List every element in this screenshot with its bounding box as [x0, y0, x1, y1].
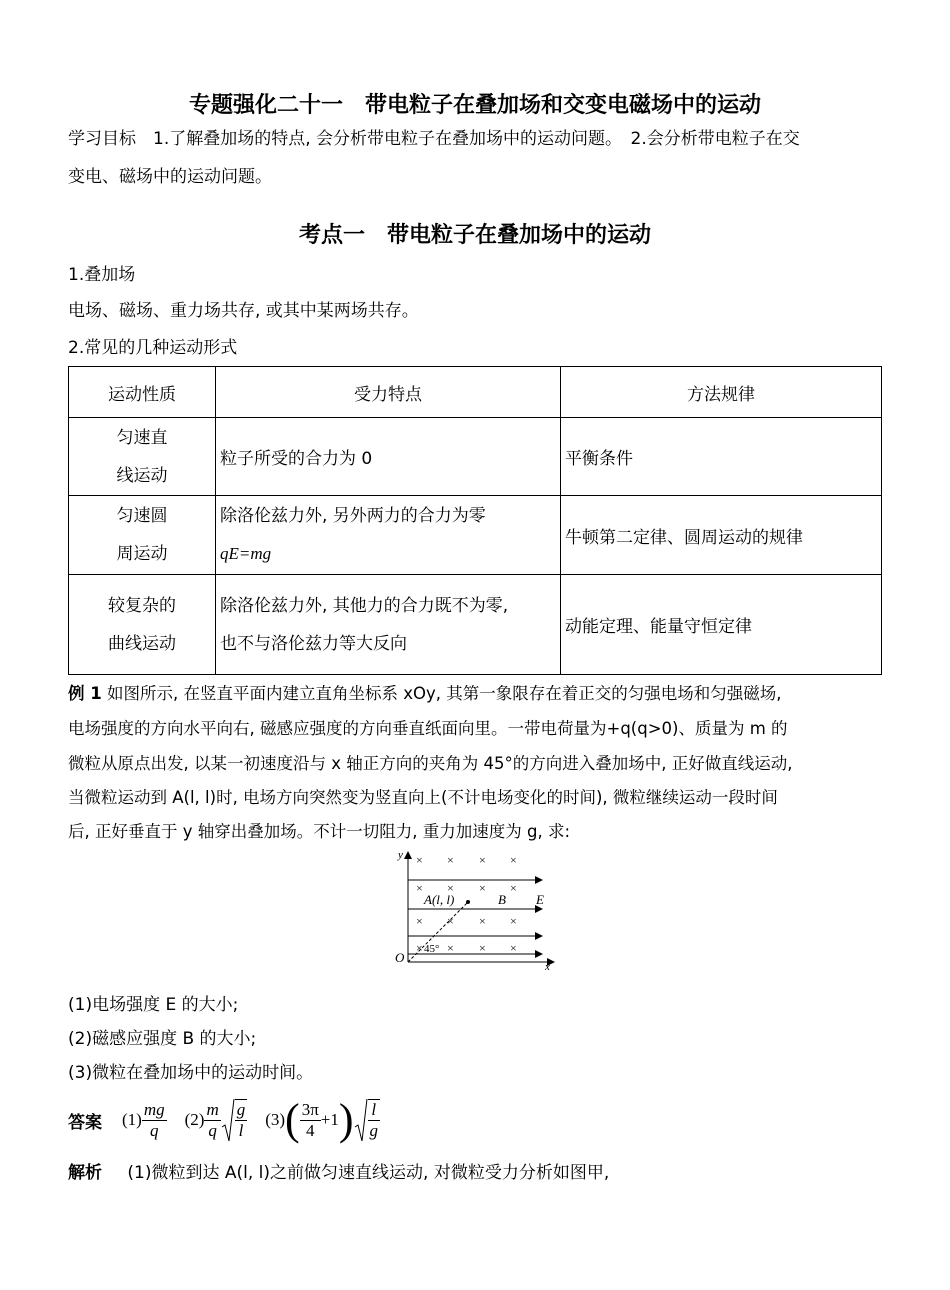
- analysis-line: [68, 1158, 609, 1183]
- force-feature-text: 除洛伦兹力外, 其他力的合力既不为零,: [220, 595, 509, 616]
- method-cell: 牛顿第二定律、圆周运动的规律: [561, 496, 882, 575]
- motion-forms-table: [68, 366, 882, 675]
- force-feature-text: 粒子所受的合力为 0: [220, 449, 373, 469]
- magnetic-cross: ×: [510, 881, 517, 895]
- example-label: 例 1: [68, 684, 102, 703]
- force-feature-cell: [216, 496, 561, 575]
- point-a-label: A(l, l): [424, 892, 455, 907]
- fraction-numerator: m: [206, 1099, 219, 1119]
- example-line: 电场强度的方向水平向右, 磁感应强度的方向垂直纸面向里。一带电荷量为+q(q>0)、质量为 m 的: [68, 719, 788, 738]
- magnetic-cross: ×: [479, 941, 486, 955]
- angle-label: 45°: [424, 943, 440, 955]
- fraction: [142, 1100, 167, 1141]
- left-paren: (: [285, 1095, 300, 1144]
- motion-nature-text: 匀速直: [116, 427, 168, 448]
- fraction-numerator: 3π: [301, 1099, 319, 1119]
- plus-one: +1: [320, 1110, 339, 1129]
- motion-nature-text: 周运动: [116, 544, 168, 564]
- fraction: [204, 1100, 220, 1141]
- magnetic-cross: ×: [416, 853, 423, 867]
- superposed-field-description: 电场、磁场、重力场共存, 或其中某两场共存。: [68, 301, 419, 321]
- b-field-label: B: [498, 892, 506, 907]
- magnetic-cross: ×: [447, 941, 454, 955]
- e-field-label: E: [536, 892, 544, 907]
- fraction-denominator: l: [238, 1121, 244, 1140]
- question-3: (3)微粒在叠加场中的运动时间。: [68, 1063, 314, 1083]
- fraction-numerator: g: [236, 1100, 246, 1119]
- motion-nature-text: 线运动: [116, 465, 168, 486]
- fraction-denominator: q: [149, 1120, 159, 1140]
- motion-nature-cell: [69, 575, 216, 675]
- fraction-numerator: l: [368, 1100, 381, 1121]
- point-a: [466, 900, 470, 904]
- table-row: [69, 418, 882, 496]
- force-feature-text: 也不与洛伦兹力等大反向: [220, 633, 407, 654]
- fraction-denominator: g: [369, 1121, 379, 1140]
- sqrt-sign: [354, 1097, 368, 1143]
- origin-label: O: [395, 950, 405, 965]
- force-feature-cell: [216, 418, 561, 496]
- analysis-text: (1)微粒到达 A(l, l)之前做匀速直线运动, 对微粒受力分析如图甲,: [127, 1163, 610, 1183]
- heading-motion-forms: 2.常见的几种运动形式: [68, 338, 238, 358]
- example-line: 后, 正好垂直于 y 轴穿出叠加场。不计一切阻力, 重力加速度为 g, 求:: [68, 822, 571, 841]
- method-cell: 平衡条件: [561, 418, 882, 496]
- magnetic-cross: ×: [447, 881, 454, 895]
- motion-nature-text: 匀速圆: [116, 506, 168, 526]
- example-line: 当微粒运动到 A(l, l)时, 电场方向突然变为竖直向上(不计电场变化的时间), 微粒继续运动一段时间: [68, 788, 778, 807]
- fraction: [300, 1100, 321, 1141]
- header-cell: 受力特点: [216, 367, 561, 418]
- magnetic-cross: ×: [416, 941, 423, 955]
- question-2: (2)磁感应强度 B 的大小;: [68, 1029, 257, 1049]
- header-cell: 运动性质: [69, 367, 216, 418]
- table-row: [69, 496, 882, 575]
- magnetic-cross: ×: [447, 914, 454, 928]
- table-header-row: [69, 367, 882, 418]
- answer-label: 答案: [68, 1112, 102, 1133]
- page-title: 专题强化二十一 带电粒子在叠加场和交变电磁场中的运动: [188, 93, 761, 118]
- sqrt-sign: [221, 1097, 235, 1143]
- force-feature-cell: [216, 575, 561, 675]
- field-diagram: [392, 846, 560, 972]
- learning-goals-line-2: 变电、磁场中的运动问题。: [68, 167, 272, 187]
- answer-part-2: (2): [184, 1110, 205, 1129]
- magnetic-cross: ×: [510, 914, 517, 928]
- motion-nature-cell: [69, 418, 216, 496]
- method-cell: 动能定理、能量守恒定律: [561, 575, 882, 675]
- motion-nature-cell: [69, 496, 216, 575]
- x-axis-label: x: [545, 961, 550, 972]
- force-feature-text: 除洛伦兹力外, 另外两力的合力为零: [220, 506, 486, 526]
- magnetic-cross: ×: [447, 853, 454, 867]
- fraction: [368, 1099, 381, 1141]
- fraction-denominator: 4: [306, 1120, 315, 1140]
- motion-nature-text: 较复杂的: [108, 595, 176, 616]
- motion-nature-text: 曲线运动: [108, 633, 176, 654]
- fraction-numerator: mg: [143, 1099, 165, 1119]
- magnetic-cross: ×: [479, 853, 486, 867]
- magnetic-cross: ×: [416, 881, 423, 895]
- analysis-label: 解析: [68, 1163, 102, 1183]
- section-title: 考点一 带电粒子在叠加场中的运动: [298, 223, 651, 248]
- magnetic-cross: ×: [510, 941, 517, 955]
- right-paren: ): [338, 1095, 354, 1144]
- header-cell: 方法规律: [561, 367, 882, 418]
- learning-goals-line-1: 学习目标 1.了解叠加场的特点, 会分析带电粒子在叠加场中的运动问题。 2.会分析带电粒子在交: [68, 129, 800, 149]
- fraction: [235, 1099, 248, 1141]
- fraction-denominator: q: [208, 1120, 217, 1140]
- magnetic-cross: ×: [510, 853, 517, 867]
- y-axis-label: y: [398, 849, 403, 861]
- question-1: (1)电场强度 E 的大小;: [68, 995, 239, 1015]
- example-text: 如图所示, 在竖直平面内建立直角坐标系 xOy, 其第一象限存在着正交的匀强电场和匀强磁场,: [106, 684, 782, 703]
- answer-part-1: (1): [122, 1110, 142, 1129]
- magnetic-cross: ×: [479, 881, 486, 895]
- magnetic-cross: ×: [479, 914, 486, 928]
- force-feature-formula: qE=mg: [220, 544, 272, 563]
- example-line: [68, 680, 781, 704]
- heading-superposed-field: 1.叠加场: [68, 265, 136, 285]
- answer-line: [68, 1094, 380, 1146]
- table-row: [69, 575, 882, 675]
- answer-part-3: (3): [265, 1110, 286, 1129]
- magnetic-cross: ×: [416, 914, 423, 928]
- example-line: 微粒从原点出发, 以某一初速度沿与 x 轴正方向的夹角为 45°的方向进入叠加场中, 正好做直线运动,: [68, 754, 793, 773]
